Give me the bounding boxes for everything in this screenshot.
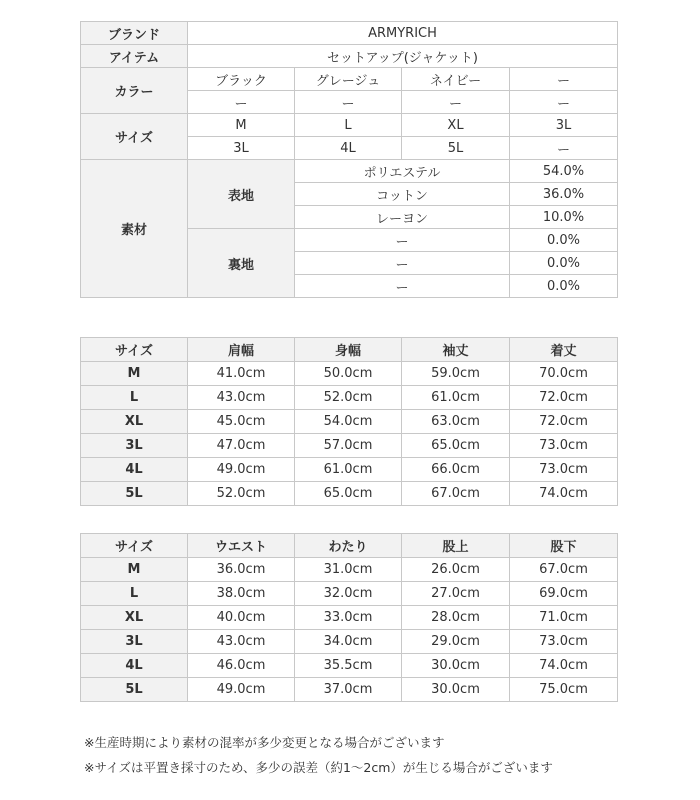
measure-cell: 65.0cm — [295, 482, 402, 506]
measure-cell: 27.0cm — [402, 582, 510, 606]
size-cell: 4L — [81, 654, 188, 678]
measure-cell: 45.0cm — [188, 410, 295, 434]
measure-cell: 73.0cm — [510, 458, 618, 482]
brand-value: ARMYRICH — [188, 22, 618, 45]
measure-cell: 43.0cm — [188, 630, 295, 654]
measure-cell: 30.0cm — [402, 678, 510, 702]
measure-cell: 52.0cm — [295, 386, 402, 410]
measure-cell: 74.0cm — [510, 482, 618, 506]
column-header: 袖丈 — [402, 338, 510, 362]
measure-cell: 49.0cm — [188, 458, 295, 482]
size-cell: XL — [402, 114, 510, 137]
measure-cell: 49.0cm — [188, 678, 295, 702]
measure-cell: 66.0cm — [402, 458, 510, 482]
table-row — [81, 630, 618, 654]
table-header-row — [81, 338, 618, 362]
color-cell: グレージュ — [295, 68, 402, 91]
size-cell: 5L — [81, 678, 188, 702]
table-row — [81, 362, 618, 386]
measure-cell: 50.0cm — [295, 362, 402, 386]
material-name: ー — [295, 229, 510, 252]
measure-cell: 74.0cm — [510, 654, 618, 678]
column-header: 股上 — [402, 534, 510, 558]
table-row — [81, 386, 618, 410]
measure-cell: 36.0cm — [188, 558, 295, 582]
size-cell: 3L — [81, 630, 188, 654]
material-pct: 36.0% — [510, 183, 618, 206]
size-cell: L — [81, 582, 188, 606]
table-row — [81, 482, 618, 506]
measure-cell: 70.0cm — [510, 362, 618, 386]
measure-cell: 34.0cm — [295, 630, 402, 654]
size-cell: 4L — [295, 137, 402, 160]
size-cell: L — [81, 386, 188, 410]
measure-cell: 46.0cm — [188, 654, 295, 678]
measure-cell: 30.0cm — [402, 654, 510, 678]
material-pct: 0.0% — [510, 252, 618, 275]
table-row — [81, 678, 618, 702]
material-pct: 0.0% — [510, 275, 618, 298]
measure-cell: 69.0cm — [510, 582, 618, 606]
table-row — [81, 458, 618, 482]
size-cell: M — [81, 558, 188, 582]
measure-cell: 32.0cm — [295, 582, 402, 606]
measure-cell: 75.0cm — [510, 678, 618, 702]
material-name: ー — [295, 275, 510, 298]
color-cell: ー — [510, 68, 618, 91]
color-row — [81, 68, 618, 91]
color-label: カラー — [81, 68, 188, 114]
color-cell: ネイビー — [402, 68, 510, 91]
measure-cell: 73.0cm — [510, 630, 618, 654]
item-label: アイテム — [81, 45, 188, 68]
brand-row — [81, 22, 618, 45]
size-cell: 3L — [188, 137, 295, 160]
color-cell: ブラック — [188, 68, 295, 91]
size-cell: XL — [81, 410, 188, 434]
measure-cell: 57.0cm — [295, 434, 402, 458]
material-pct: 0.0% — [510, 229, 618, 252]
lining-label: 裏地 — [188, 229, 295, 298]
table-row — [81, 606, 618, 630]
material-pct: 10.0% — [510, 206, 618, 229]
pants-size-table — [80, 533, 618, 702]
measure-cell: 61.0cm — [295, 458, 402, 482]
size-cell: M — [81, 362, 188, 386]
material-name: ー — [295, 252, 510, 275]
measure-cell: 29.0cm — [402, 630, 510, 654]
measure-cell: 33.0cm — [295, 606, 402, 630]
material-name: レーヨン — [295, 206, 510, 229]
size-cell: 5L — [81, 482, 188, 506]
column-header: ウエスト — [188, 534, 295, 558]
size-cell: L — [295, 114, 402, 137]
color-cell: ー — [295, 91, 402, 114]
size-cell: M — [188, 114, 295, 137]
column-header: サイズ — [81, 338, 188, 362]
measure-cell: 72.0cm — [510, 410, 618, 434]
size-cell: ー — [510, 137, 618, 160]
measure-cell: 38.0cm — [188, 582, 295, 606]
material-mix-note: ※生産時期により素材の混率が多少変更となる場合がございます — [84, 735, 445, 750]
size-row — [81, 114, 618, 137]
column-header: 股下 — [510, 534, 618, 558]
measure-cell: 41.0cm — [188, 362, 295, 386]
material-label: 素材 — [81, 160, 188, 298]
measure-cell: 54.0cm — [295, 410, 402, 434]
color-cell: ー — [188, 91, 295, 114]
size-cell: 5L — [402, 137, 510, 160]
measure-cell: 65.0cm — [402, 434, 510, 458]
measure-cell: 59.0cm — [402, 362, 510, 386]
measure-cell: 67.0cm — [510, 558, 618, 582]
measure-cell: 31.0cm — [295, 558, 402, 582]
size-cell: 3L — [510, 114, 618, 137]
jacket-size-table — [80, 337, 618, 506]
table-row — [81, 558, 618, 582]
measure-cell: 43.0cm — [188, 386, 295, 410]
measure-cell: 73.0cm — [510, 434, 618, 458]
table-row — [81, 582, 618, 606]
outer-label: 表地 — [188, 160, 295, 229]
color-cell: ー — [510, 91, 618, 114]
product-spec-table — [80, 21, 618, 298]
column-header: 肩幅 — [188, 338, 295, 362]
column-header: 着丈 — [510, 338, 618, 362]
table-row — [81, 654, 618, 678]
column-header: サイズ — [81, 534, 188, 558]
measure-cell: 40.0cm — [188, 606, 295, 630]
size-label: サイズ — [81, 114, 188, 160]
color-cell: ー — [402, 91, 510, 114]
size-cell: XL — [81, 606, 188, 630]
item-value: セットアップ(ジャケット) — [188, 45, 618, 68]
size-cell: 3L — [81, 434, 188, 458]
measure-cell: 71.0cm — [510, 606, 618, 630]
measure-cell: 47.0cm — [188, 434, 295, 458]
column-header: 身幅 — [295, 338, 402, 362]
material-name: コットン — [295, 183, 510, 206]
table-row — [81, 434, 618, 458]
brand-label: ブランド — [81, 22, 188, 45]
measure-cell: 61.0cm — [402, 386, 510, 410]
material-row — [81, 160, 618, 183]
measure-cell: 28.0cm — [402, 606, 510, 630]
table-row — [81, 410, 618, 434]
measure-cell: 35.5cm — [295, 654, 402, 678]
measure-cell: 72.0cm — [510, 386, 618, 410]
material-pct: 54.0% — [510, 160, 618, 183]
size-cell: 4L — [81, 458, 188, 482]
measure-cell: 52.0cm — [188, 482, 295, 506]
column-header: わたり — [295, 534, 402, 558]
measure-cell: 67.0cm — [402, 482, 510, 506]
item-row — [81, 45, 618, 68]
measure-cell: 26.0cm — [402, 558, 510, 582]
table-header-row — [81, 534, 618, 558]
measure-cell: 37.0cm — [295, 678, 402, 702]
measure-cell: 63.0cm — [402, 410, 510, 434]
material-name: ポリエステル — [295, 160, 510, 183]
measurement-note: ※サイズは平置き採寸のため、多少の誤差（約1～2cm）が生じる場合がございます — [84, 760, 553, 775]
